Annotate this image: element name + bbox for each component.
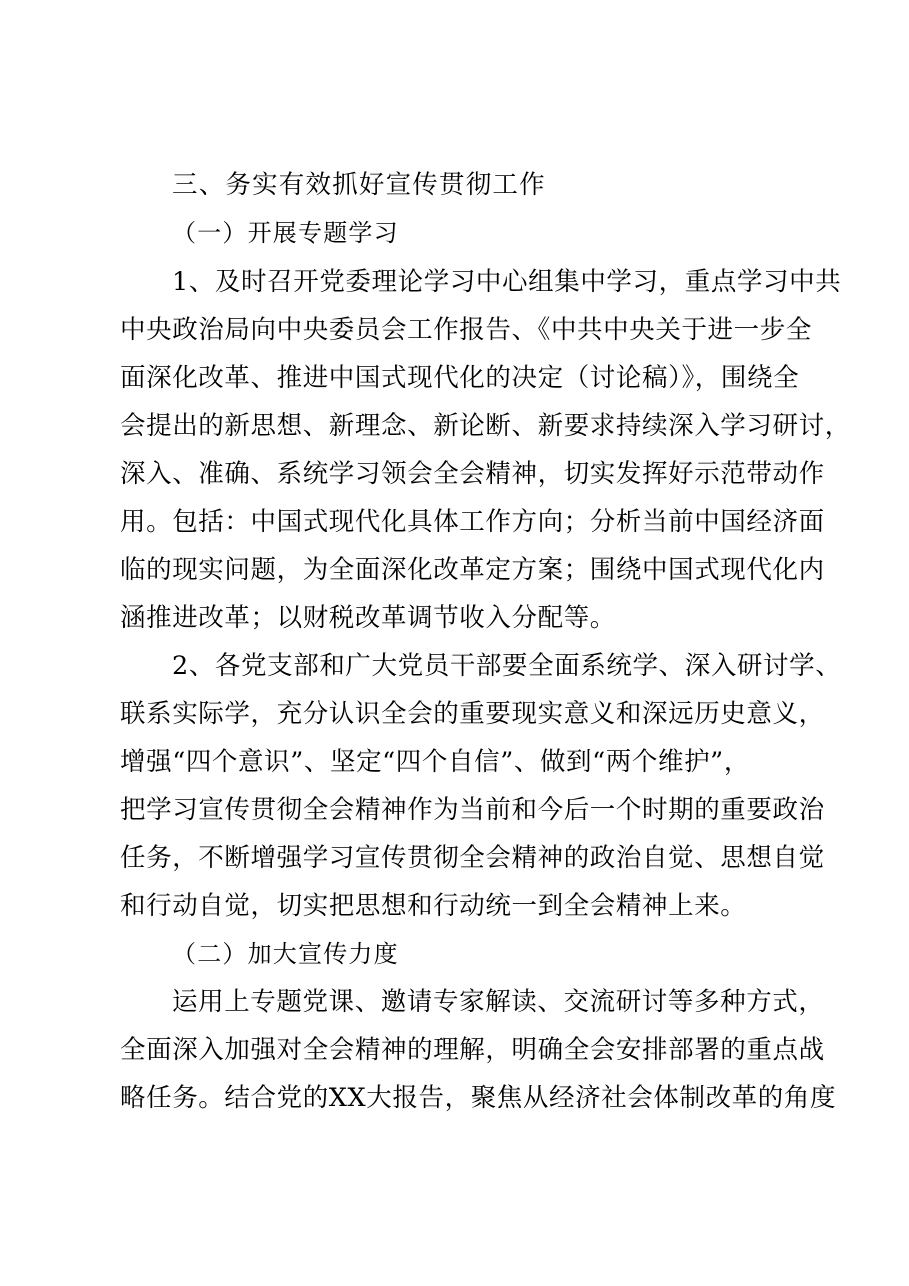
section-title: 三、务实有效抓好宣传贯彻工作	[172, 170, 546, 200]
paragraph-line: 临的现实问题，为全面深化改革定方案；围绕中国式现代化内	[120, 555, 825, 585]
paragraph-line: 会提出的新思想、新理念、新论断、新要求持续深入学习研讨，	[120, 411, 851, 441]
paragraph-line: 和行动自觉，切实把思想和行动统一到全会精神上来。	[120, 891, 747, 921]
paragraph-line: 任务，不断增强学习宣传贯彻全会精神的政治自觉、思想自觉	[120, 843, 825, 873]
paragraph-line: 面深化改革、推进中国式现代化的决定（讨论稿）》，围绕全	[120, 363, 800, 393]
paragraph-line: 略任务。结合党的XX大报告，聚焦从经济社会体制改革的角度	[120, 1083, 837, 1113]
paragraph-line: 涵推进改革；以财税改革调节收入分配等。	[120, 603, 616, 633]
paragraph-line: 1、及时召开党委理论学习中心组集中学习，重点学习中共	[172, 267, 842, 297]
paragraph-line: 全面深入加强对全会精神的理解，明确全会安排部署的重点战	[120, 1035, 825, 1065]
subsection-title-2: （二）加大宣传力度	[172, 940, 399, 968]
paragraph-line: 运用上专题党课、邀请专家解读、交流研讨等多种方式，	[172, 987, 825, 1017]
subsection-title-1: （一）开展专题学习	[172, 219, 399, 247]
paragraph-line: 2、各党支部和广大党员干部要全面系统学、深入研讨学、	[172, 651, 842, 681]
paragraph-line: 把学习宣传贯彻全会精神作为当前和今后一个时期的重要政治	[120, 795, 825, 825]
paragraph-line: 联系实际学，充分认识全会的重要现实意义和深远历史意义，	[120, 699, 825, 729]
paragraph-line: 深入、准确、系统学习领会全会精神，切实发挥好示范带动作	[120, 459, 825, 489]
paragraph-line: 用。包括：中国式现代化具体工作方向；分析当前中国经济面	[120, 507, 825, 537]
paragraph-line: 中央政治局向中央委员会工作报告、《中共中央关于进一步全	[120, 315, 812, 345]
paragraph-line: 增强“四个意识”、坚定“四个自信”、做到“两个维护”，	[120, 747, 750, 777]
